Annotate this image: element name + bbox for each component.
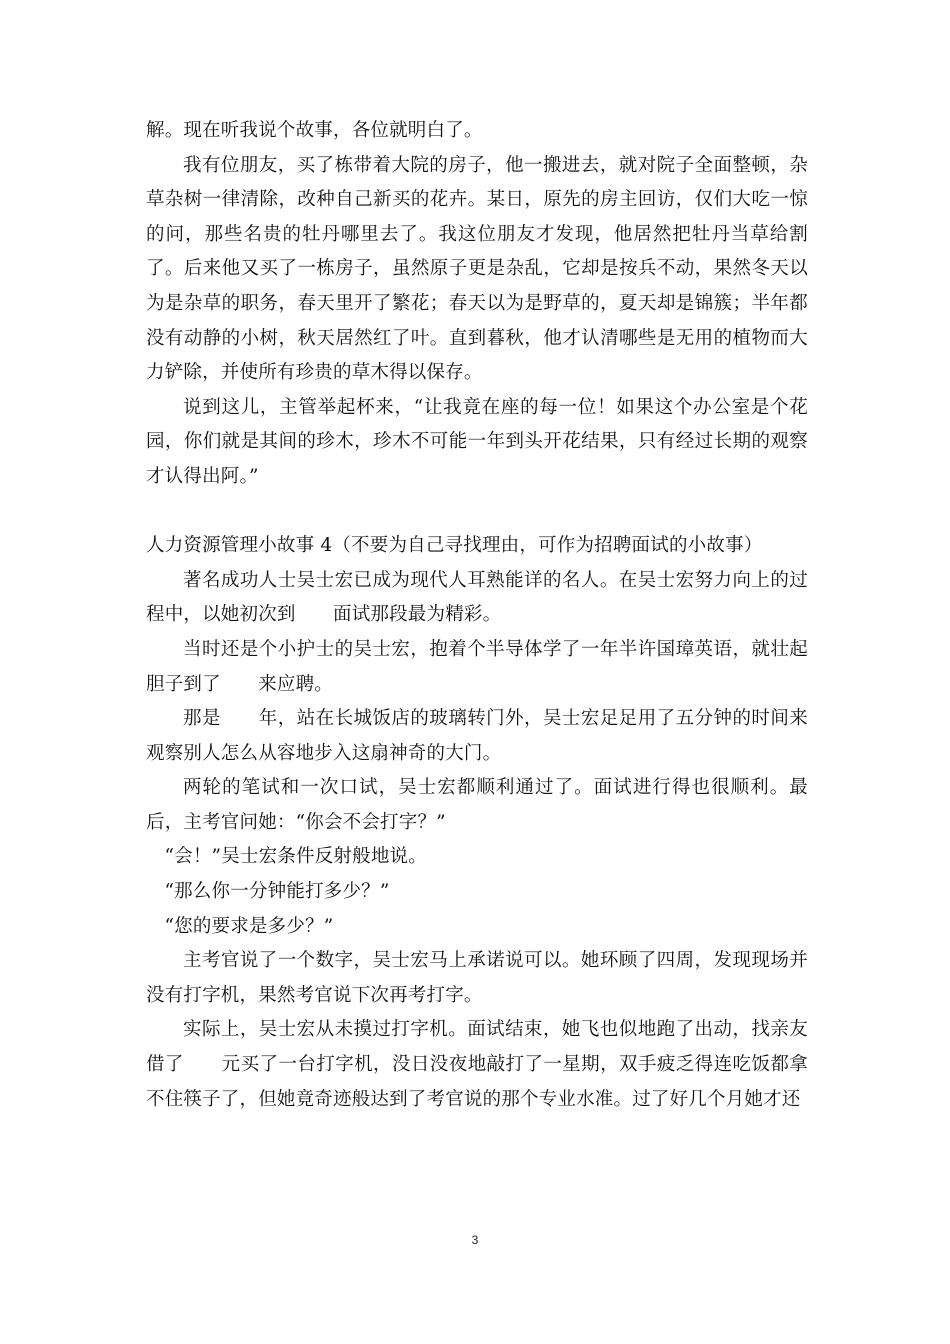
paragraph-nurse: 当时还是个小护士的吴士宏，抱着个半导体学了一年半许国璋英语，就壮起胆子到了 来应聘。 [146,638,808,695]
document-body [146,114,808,1117]
dialogue-line: “会！”吴士宏条件反射般地说。 [164,846,427,868]
paragraph-promise: 主考官说了一个数字，吴士宏马上承诺说可以。她环顾了四周，发现现场并没有打字机，果然考官说下次再考打字。 [146,950,808,1006]
paragraph-hotel: 那是 年，站在长城饭店的玻璃转门外，吴士宏足足用了五分钟的时间来观察别人怎么从容地步入这扇神奇的大门。 [146,708,808,764]
dialogue-line: “那么你一分钟能打多少？” [164,881,390,903]
section-heading: 人力资源管理小故事 4（不要为自己寻找理由，可作为招聘面试的小故事） [146,535,763,557]
paragraph-toast: 说到这儿，主管举起杯来，“让我竟在座的每一位！如果这个办公室是个花园，你们就是其间的珍木，珍木不可能一年到头开花结果，只有经过长期的观察才认得出阿。” [146,396,808,487]
dialogue-line: “您的要求是多少？” [164,915,334,937]
paragraph-intro: 著名成功人士吴士宏已成为现代人耳熟能详的名人。在吴士宏努力向上的过程中，以她初次到 面试那段最为精彩。 [146,569,808,626]
page-number: 3 [471,1233,479,1247]
paragraph-tests: 两轮的笔试和一次口试，吴士宏都顺利通过了。面试进行得也很顺利。最后，主考官问她：“你会不会打字？” [146,777,808,833]
paragraph-garden-story: 我有位朋友，买了栋带着大院的房子，他一搬进去，就对院子全面整顿，杂草杂树一律清除，改种自己新买的花卉。某日，原先的房主回访，仅们大吃一惊的问，那些名贵的牡丹哪里去了。我这位朋友才发现，他居然把牡丹当草给割了。后来他又买了一栋房子，虽然原子更是杂乱，它却是按兵不动，果然冬天以为是杂草的职务，春天里开了繁花；春天以为是野草的，夏天却是锦簇；半年都没有动静的小树，秋天居然红了叶。直到暮秋，他才认清哪些是无用的植物而大力铲除，并使所有珍贵的草木得以保存。 [146,154,808,384]
paragraph-typewriter: 实际上，吴士宏从未摸过打字机。面试结束，她飞也似地跑了出动，找亲友借了 元买了一台打字机，没日没夜地敲打了一星期，双手疲乏得连吃饭都拿不住筷子了，但她竟奇迹般达到了考官说的那个专业水准。过了好几个月她才还 [146,1019,808,1110]
paragraph-continuation: 解。现在听我说个故事，各位就明白了。 [146,120,483,141]
